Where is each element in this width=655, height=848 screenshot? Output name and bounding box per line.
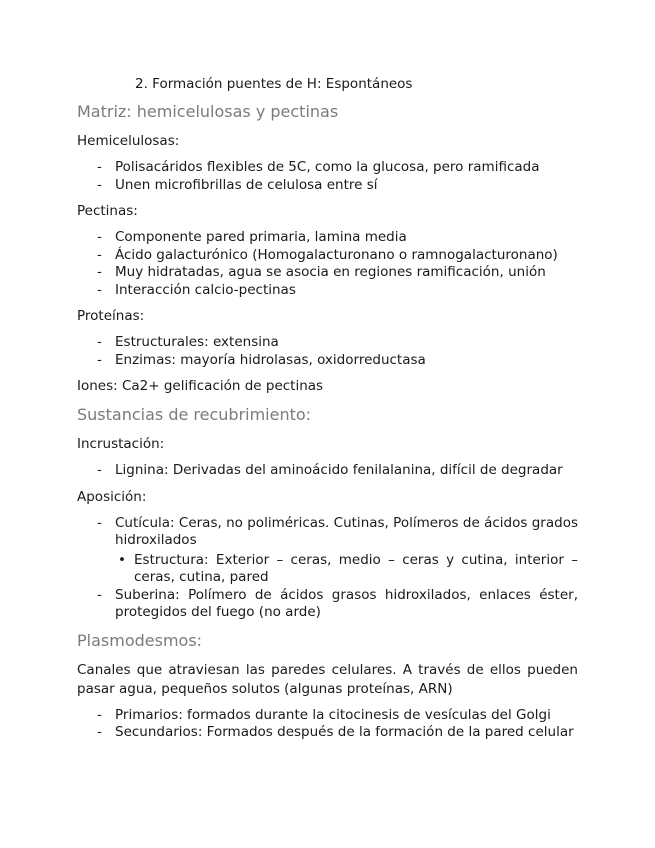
label-aposicion: Aposición: (77, 488, 147, 505)
dash-marker: - (97, 462, 102, 478)
dash-marker: - (97, 514, 102, 531)
list-hemicelulosas (77, 159, 578, 194)
dash-marker: - (97, 351, 102, 368)
dash-marker: - (97, 334, 102, 350)
list-item: - Primarios: formados durante la citocinesis de vesículas del Golgi (97, 706, 551, 723)
dash-marker: - (97, 264, 102, 280)
list-incrustacion (77, 462, 578, 480)
label-pectinas: Pectinas: (77, 203, 138, 219)
list-pectinas (77, 229, 578, 299)
dash-marker: - (97, 159, 102, 175)
dash-marker: - (97, 229, 102, 245)
dash-marker: - (97, 176, 102, 193)
dash-marker: - (97, 586, 102, 603)
heading-matriz: Matriz: hemicelulosas y pectinas (77, 102, 339, 121)
label-incrustacion: Incrustación: (77, 436, 165, 452)
list-item: - Interacción calcio-pectinas (97, 281, 296, 298)
list-item: - Muy hidratadas, agua se asocia en regiones ramificación, unión (97, 264, 546, 280)
list-item: - Unen microfibrillas de celulosa entre sí (97, 176, 378, 193)
list-aposicion (77, 515, 578, 622)
dash-marker: - (97, 281, 102, 298)
bullet-marker: • (118, 551, 126, 568)
list-item: - Ácido galacturónico (Homogalacturonano o ramnogalacturonano) (97, 246, 558, 263)
heading-recubrimiento: Sustancias de recubrimiento: (77, 405, 312, 424)
list-item: - Enzimas: mayoría hidrolasas, oxidorreductasa (97, 351, 426, 368)
numbered-line: 2. Formación puentes de H: Espontáneos (135, 76, 413, 92)
plasmodesmos-paragraph: Canales que atraviesan las paredes celulares. A través de ellos pueden pasar agua, pequeños solutos (algunas proteínas, ARN) (77, 661, 578, 697)
label-hemicelulosas: Hemicelulosas: (77, 133, 180, 149)
list-item: • Estructura: Exterior – ceras, medio – ceras y cutina, interior – ceras, cutina, pared (118, 551, 578, 585)
list-proteinas (77, 334, 578, 369)
list-item-cuticula: - Cutícula: Ceras, no poliméricas. Cutinas, Polímeros de ácidos grados hidroxilados • Estructura: Exterior – ceras, medio – ceras y cutina, interior – ceras, cutina, pared (97, 514, 578, 585)
iones-line: Iones: Ca2+ gelificación de pectinas (77, 378, 324, 394)
list-plasmodesmos (77, 707, 578, 742)
list-item: - Secundarios: Formados después de la formación de la pared celular (97, 724, 574, 740)
sublist-cuticula (115, 552, 578, 587)
list-item: - Polisacáridos flexibles de 5C, como la glucosa, pero ramificada (97, 159, 540, 175)
list-item: - Componente pared primaria, lamina media (97, 229, 407, 245)
dash-marker: - (97, 246, 102, 263)
list-item-suberina: - Suberina: Polímero de ácidos grasos hidroxilados, enlaces éster, protegidos del fuego (no arde) (97, 586, 578, 620)
heading-plasmodesmos: Plasmodesmos: (77, 630, 203, 650)
list-item: - Estructurales: extensina (97, 334, 279, 350)
dash-marker: - (97, 706, 102, 723)
list-item: - Lignina: Derivadas del aminoácido fenilalanina, difícil de degradar (97, 462, 563, 478)
dash-marker: - (97, 724, 102, 740)
label-proteinas: Proteínas: (77, 308, 145, 324)
